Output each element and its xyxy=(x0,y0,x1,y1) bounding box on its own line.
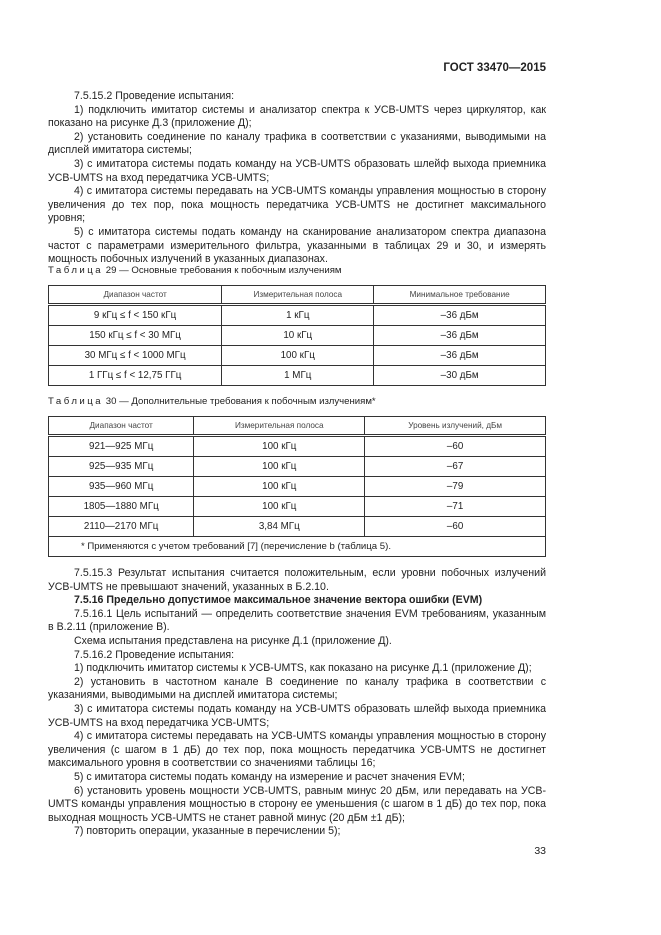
paragraph: 1) подключить имитатор системы и анализатор спектра к УСВ-UMTS через циркулятор, как показано на рисунке Д.3 (приложение Д); xyxy=(48,103,546,130)
cell: 100 кГц xyxy=(194,497,365,517)
cell: 100 кГц xyxy=(194,436,365,457)
paragraph: 7.5.16.1 Цель испытаний — определить соответствие значения EVM требованиям, указанным в В.2.11 (приложение В). xyxy=(48,607,546,634)
column-header: Уровень излучений, дБм xyxy=(365,417,546,436)
paragraph: 2) установить в частотном канале B соединение по каналу трафика в соответствии с указаниями, выводимыми на дисплей имитатора системы; xyxy=(48,675,546,702)
table-header-row xyxy=(49,417,546,436)
cell: 10 кГц xyxy=(222,326,374,346)
cell: 150 кГц ≤ f < 30 МГц xyxy=(49,326,222,346)
paragraph: 6) установить уровень мощности УСВ-UMTS, равным минус 20 дБм, или передавать на УСВ-UMTS команды управления мощностью в сторону ее уменьшения (с шагом в 1 дБ) до тех пор, пока выходная мощность УСВ-UMTS не станет равной минус (20 дБм ±1 дБ); xyxy=(48,784,546,824)
cell: –67 xyxy=(365,457,546,477)
page-number: 33 xyxy=(534,845,546,857)
section-7-5-15-2 xyxy=(48,90,546,267)
cell: 3,84 МГц xyxy=(194,517,365,537)
cell: –36 дБм xyxy=(374,326,546,346)
cell: 925—935 МГц xyxy=(49,457,194,477)
paragraph: 4) с имитатора системы передавать на УСВ-UMTS команды управления мощностью в сторону увеличения до тех пор, пока мощность передатчика УСВ-UMTS не достигнет максимального уровня; xyxy=(48,185,546,225)
paragraph: 3) с имитатора системы подать команду на УСВ-UMTS образовать шлейф выхода приемника УСВ-UMTS на вход передатчика УСВ-UMTS; xyxy=(48,157,546,184)
column-header: Диапазон частот xyxy=(49,286,222,305)
table-row xyxy=(49,517,546,537)
cell: –30 дБм xyxy=(374,366,546,386)
cell: –79 xyxy=(365,477,546,497)
paragraph: Схема испытания представлена на рисунке Д.1 (приложение Д). xyxy=(74,634,392,647)
cell: 1 кГц xyxy=(222,305,374,326)
column-header: Минимальное требование xyxy=(374,286,546,305)
table-row xyxy=(49,497,546,517)
table-row xyxy=(49,436,546,457)
table-row xyxy=(49,477,546,497)
cell: 100 кГц xyxy=(194,477,365,497)
paragraph: 4) с имитатора системы передавать на УСВ-UMTS команды управления мощностью в сторону увеличения (с шагом в 1 дБ) до тех пор, пока мощность передатчика УСВ-UMTS не достигнет максимального уровня в соответствии со значениями таблицы 16; xyxy=(48,730,546,770)
section-heading: 7.5.16 Предельно допустимое максимальное значение вектора ошибки (EVM) xyxy=(74,594,483,607)
cell: 1805—1880 МГц xyxy=(49,497,194,517)
table-caption-text: 30 — Дополнительные требования к побочным излучениям* xyxy=(105,396,376,407)
cell: 921—925 МГц xyxy=(49,436,194,457)
section-7-5-15-3-to-7-5-16 xyxy=(48,567,546,839)
column-header: Диапазон частот xyxy=(49,417,194,436)
paragraph: 2) установить соединение по каналу трафика в соответствии с указаниями, выводимыми на дисплей имитатора системы; xyxy=(48,130,546,157)
cell: 935—960 МГц xyxy=(49,477,194,497)
cell: 2110—2170 МГц xyxy=(49,517,194,537)
paragraph: 1) подключить имитатор системы к УСВ-UMTS, как показано на рисунке Д.1 (приложение Д); xyxy=(74,662,532,675)
table-row xyxy=(49,326,546,346)
paragraph: 7.5.16.2 Проведение испытания: xyxy=(74,648,235,661)
table-row xyxy=(49,366,546,386)
cell: –60 xyxy=(365,517,546,537)
paragraph: 7.5.15.3 Результат испытания считается положительным, если уровни побочных излучений УСВ-UMTS не превышают значений, указанных в Б.2.10. xyxy=(48,567,546,593)
table-30 xyxy=(48,416,546,557)
table-29-caption xyxy=(48,265,342,276)
cell: –71 xyxy=(365,497,546,517)
paragraph: 5) с имитатора системы подать команду на сканирование анализатором спектра диапазона частот с параметрами измерительного фильтра, указанными в таблицах 29 и 30, и измерять мощность побочных излучений в указанных диапазонах. xyxy=(48,225,546,266)
cell: –36 дБм xyxy=(374,305,546,326)
table-label: Таблица xyxy=(48,396,104,407)
table-footnote-row xyxy=(49,537,546,557)
cell: 100 кГц xyxy=(194,457,365,477)
cell: 100 кГц xyxy=(222,346,374,366)
table-caption-text: 29 — Основные требования к побочным излучениям xyxy=(105,265,342,276)
paragraph: 5) с имитатора системы подать команду на измерение и расчет значения EVM; xyxy=(74,770,465,783)
table-row xyxy=(49,346,546,366)
table-row xyxy=(49,457,546,477)
cell: 1 ГГц ≤ f < 12,75 ГГц xyxy=(49,366,222,386)
paragraph: 7.5.15.2 Проведение испытания: xyxy=(74,90,235,102)
table-29 xyxy=(48,285,546,386)
cell: –36 дБм xyxy=(374,346,546,366)
paragraph: 7) повторить операции, указанные в перечислении 5); xyxy=(74,825,341,838)
table-30-caption xyxy=(48,396,376,407)
column-header: Измерительная полоса xyxy=(222,286,374,305)
table-footnote: * Применяются с учетом требований [7] (перечисление b (таблица 5). xyxy=(49,537,546,557)
table-row xyxy=(49,305,546,326)
cell: 9 кГц ≤ f < 150 кГц xyxy=(49,305,222,326)
cell: 1 МГц xyxy=(222,366,374,386)
table-label: Таблица xyxy=(48,265,104,276)
paragraph: 3) с имитатора системы подать команду на УСВ-UMTS образовать шлейф выхода приемника УСВ-UMTS на вход передатчика УСВ-UMTS; xyxy=(48,702,546,729)
column-header: Измерительная полоса xyxy=(194,417,365,436)
cell: 30 МГц ≤ f < 1000 МГц xyxy=(49,346,222,366)
document-id: ГОСТ 33470—2015 xyxy=(443,62,546,74)
table-header-row xyxy=(49,286,546,305)
cell: –60 xyxy=(365,436,546,457)
